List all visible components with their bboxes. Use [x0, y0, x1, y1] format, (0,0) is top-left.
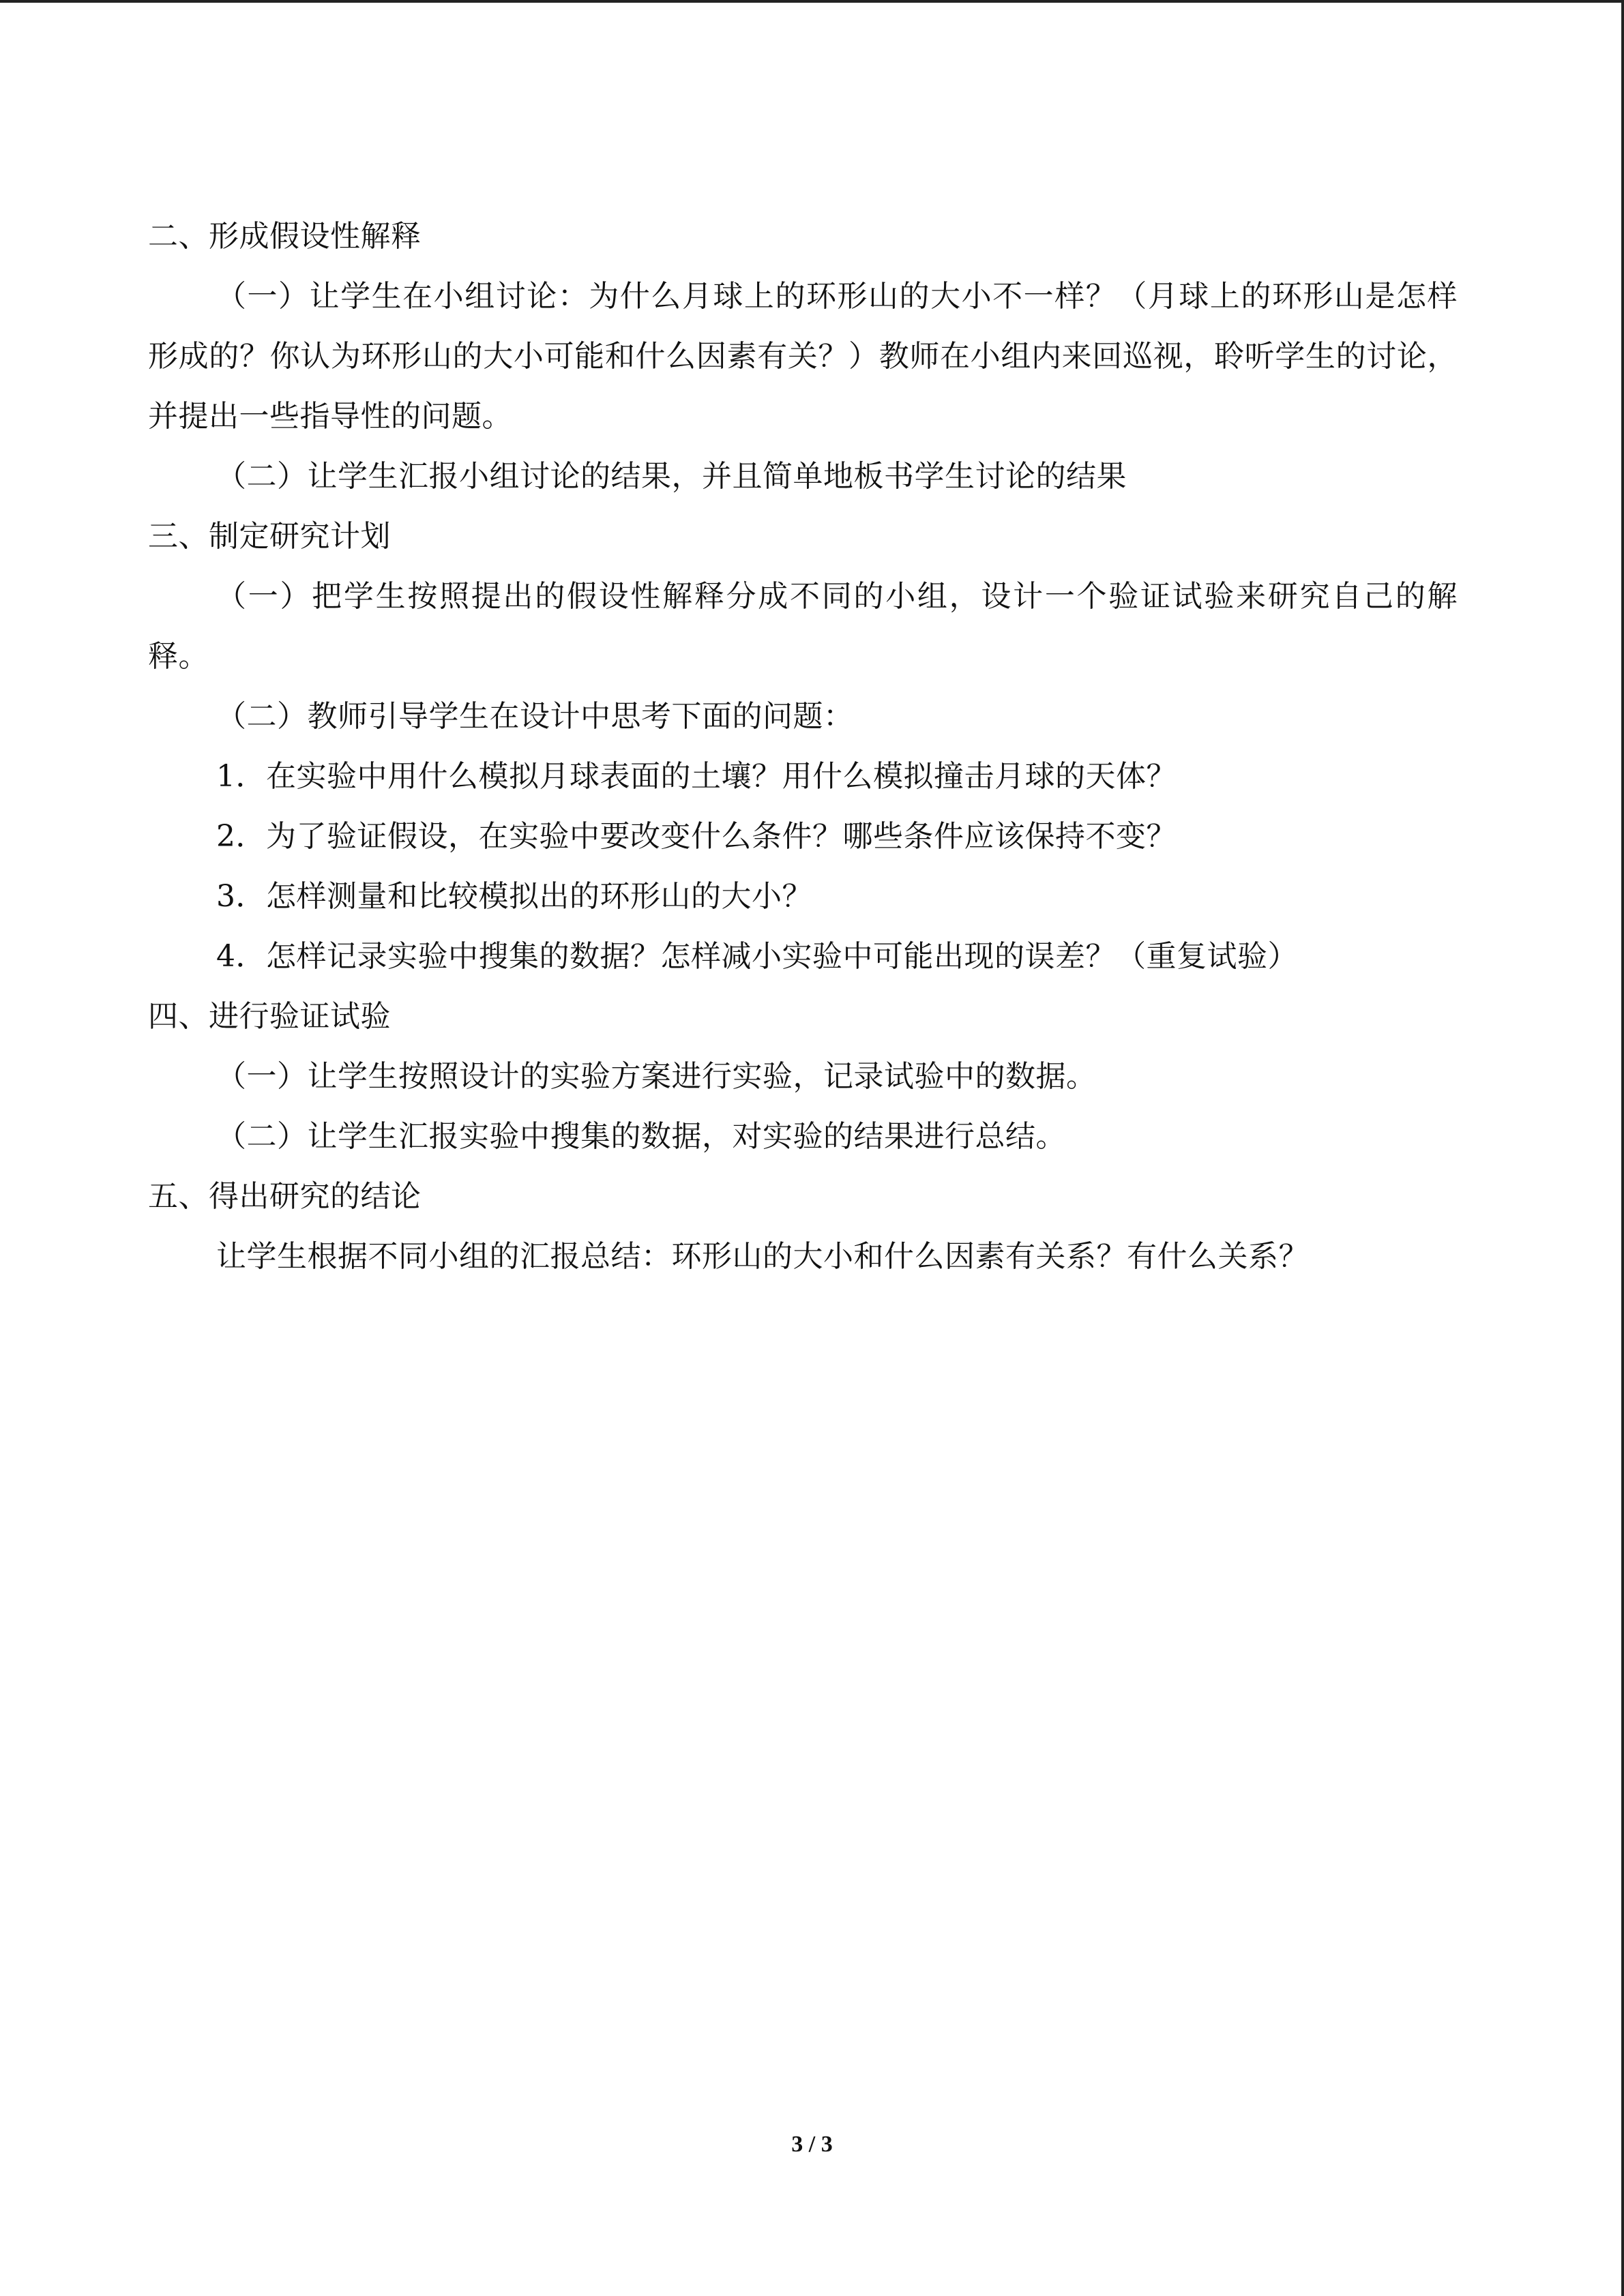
section-heading: 二、形成假设性解释 [148, 219, 422, 254]
list-item: 2．为了验证假设，在实验中要改变什么条件？哪些条件应该保持不变？ [216, 819, 1177, 854]
section-heading: 三、制定研究计划 [148, 519, 391, 554]
paragraph: （二）让学生汇报实验中搜集的数据，对实验的结果进行总结。 [216, 1119, 1066, 1154]
paragraph: （一）让学生按照设计的实验方案进行实验，记录试验中的数据。 [216, 1059, 1097, 1094]
list-item: 1．在实验中用什么模拟月球表面的土壤？用什么模拟撞击月球的天体？ [216, 759, 1177, 794]
document-body [148, 207, 1458, 1287]
list-item: 4．怎样记录实验中搜集的数据？怎样减小实验中可能出现的误差？（重复试验） [216, 939, 1298, 974]
paragraph: （一）把学生按照提出的假设性解释分成不同的小组，设计一个验证试验来研究自己的解释。 [148, 579, 1458, 674]
paragraph: （一）让学生在小组讨论：为什么月球上的环形山的大小不一样？（月球上的环形山是怎样形成的？你认为环形山的大小可能和什么因素有关？）教师在小组内来回巡视，聆听学生的讨论，并提出一些指导性的问题。 [148, 279, 1458, 434]
section-heading: 五、得出研究的结论 [148, 1179, 422, 1214]
section-heading: 四、进行验证试验 [148, 999, 391, 1034]
page-number: 3 / 3 [791, 2132, 833, 2157]
paragraph: （二）让学生汇报小组讨论的结果，并且简单地板书学生讨论的结果 [216, 459, 1127, 494]
paragraph: 让学生根据不同小组的汇报总结：环形山的大小和什么因素有关系？有什么关系？ [216, 1239, 1309, 1274]
paragraph: （二）教师引导学生在设计中思考下面的问题： [216, 699, 854, 734]
list-item: 3．怎样测量和比较模拟出的环形山的大小？ [216, 879, 812, 914]
